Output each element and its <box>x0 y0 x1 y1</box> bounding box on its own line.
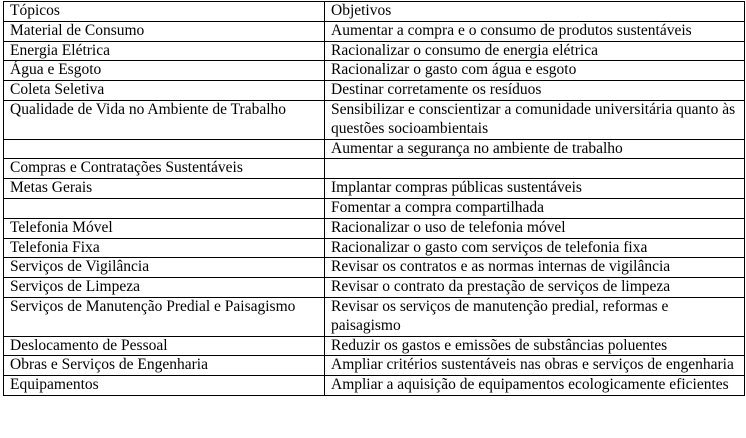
objective-cell: Reduzir os gastos e emissões de substâncias poluentes <box>325 336 745 356</box>
table-row <box>4 179 745 199</box>
objective-cell: Aumentar a compra e o consumo de produtos sustentáveis <box>325 21 745 41</box>
topic-cell <box>4 198 325 218</box>
objective-cell: Racionalizar o uso de telefonia móvel <box>325 218 745 238</box>
objective-cell: Destinar corretamente os resíduos <box>325 81 745 101</box>
topic-cell <box>4 139 325 159</box>
topic-cell: Qualidade de Vida no Ambiente de Trabalho <box>4 100 325 139</box>
header-topics: Tópicos <box>4 2 325 22</box>
table-row <box>4 139 745 159</box>
objective-cell: Implantar compras públicas sustentáveis <box>325 179 745 199</box>
objective-cell: Aumentar a segurança no ambiente de trabalho <box>325 139 745 159</box>
table-row <box>4 278 745 298</box>
table-row <box>4 81 745 101</box>
table-row <box>4 356 745 376</box>
table-row <box>4 21 745 41</box>
topic-cell: Telefonia Fixa <box>4 238 325 258</box>
table-row <box>4 198 745 218</box>
table-row <box>4 336 745 356</box>
topic-cell: Equipamentos <box>4 376 325 396</box>
table-row <box>4 100 745 139</box>
table-row <box>4 41 745 61</box>
topic-cell: Compras e Contratações Sustentáveis <box>4 159 325 179</box>
objective-cell: Revisar o contrato da prestação de serviços de limpeza <box>325 278 745 298</box>
topic-cell: Serviços de Manutenção Predial e Paisagismo <box>4 297 325 336</box>
objective-cell: Racionalizar o gasto com serviços de telefonia fixa <box>325 238 745 258</box>
table-row <box>4 376 745 396</box>
topic-cell: Energia Elétrica <box>4 41 325 61</box>
topic-cell: Serviços de Vigilância <box>4 258 325 278</box>
objective-cell: Fomentar a compra compartilhada <box>325 198 745 218</box>
objective-cell: Racionalizar o consumo de energia elétrica <box>325 41 745 61</box>
objective-cell: Ampliar a aquisição de equipamentos ecologicamente eficientes <box>325 376 745 396</box>
topic-cell: Serviços de Limpeza <box>4 278 325 298</box>
objective-cell: Revisar os contratos e as normas internas de vigilância <box>325 258 745 278</box>
topic-cell: Telefonia Móvel <box>4 218 325 238</box>
topic-cell: Água e Esgoto <box>4 61 325 81</box>
table-row <box>4 218 745 238</box>
objective-cell <box>325 159 745 179</box>
table-row <box>4 159 745 179</box>
topic-cell: Metas Gerais <box>4 179 325 199</box>
objective-cell: Racionalizar o gasto com água e esgoto <box>325 61 745 81</box>
table-row <box>4 238 745 258</box>
topic-cell: Deslocamento de Pessoal <box>4 336 325 356</box>
topic-cell: Obras e Serviços de Engenharia <box>4 356 325 376</box>
topic-cell: Material de Consumo <box>4 21 325 41</box>
table-row <box>4 297 745 336</box>
header-objectives: Objetivos <box>325 2 745 22</box>
table-row <box>4 258 745 278</box>
table-header-row <box>4 2 745 22</box>
objective-cell: Sensibilizar e conscientizar a comunidade universitária quanto às questões socioambientais <box>325 100 745 139</box>
objective-cell: Revisar os serviços de manutenção predial, reformas e paisagismo <box>325 297 745 336</box>
table-row <box>4 61 745 81</box>
topic-cell: Coleta Seletiva <box>4 81 325 101</box>
objectives-table <box>3 1 745 396</box>
objective-cell: Ampliar critérios sustentáveis nas obras e serviços de engenharia <box>325 356 745 376</box>
